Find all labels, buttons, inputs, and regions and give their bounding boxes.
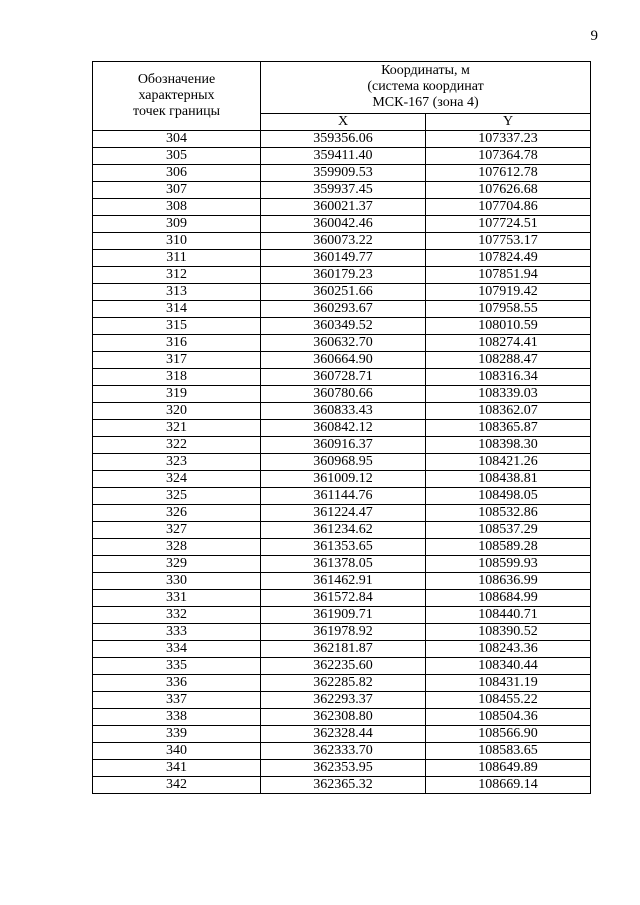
x-coordinate-cell: 360833.43 bbox=[261, 403, 426, 420]
y-coordinate-cell: 107704.86 bbox=[426, 199, 591, 216]
y-coordinate-cell: 108362.07 bbox=[426, 403, 591, 420]
point-number-cell: 330 bbox=[93, 573, 261, 590]
table-row bbox=[93, 471, 591, 488]
x-coordinate-cell: 360780.66 bbox=[261, 386, 426, 403]
header-coords-line: МСК-167 (зона 4) bbox=[372, 95, 479, 111]
table-header bbox=[93, 62, 591, 131]
table-row bbox=[93, 556, 591, 573]
table-row bbox=[93, 658, 591, 675]
x-coordinate-cell: 362333.70 bbox=[261, 743, 426, 760]
y-coordinate-cell: 108398.30 bbox=[426, 437, 591, 454]
x-coordinate-cell: 362181.87 bbox=[261, 641, 426, 658]
point-number-cell: 321 bbox=[93, 420, 261, 437]
table-row bbox=[93, 743, 591, 760]
x-coordinate-cell: 360842.12 bbox=[261, 420, 426, 437]
header-coords-line: (система координат bbox=[367, 79, 484, 95]
point-number-cell: 326 bbox=[93, 505, 261, 522]
y-coordinate-cell: 108440.71 bbox=[426, 607, 591, 624]
y-coordinate-cell: 108455.22 bbox=[426, 692, 591, 709]
y-coordinate-cell: 108537.29 bbox=[426, 522, 591, 539]
point-number-cell: 306 bbox=[93, 165, 261, 182]
point-number-cell: 339 bbox=[93, 726, 261, 743]
point-number-cell: 334 bbox=[93, 641, 261, 658]
point-number-cell: 341 bbox=[93, 760, 261, 777]
table-row bbox=[93, 250, 591, 267]
table-row bbox=[93, 420, 591, 437]
x-coordinate-cell: 359909.53 bbox=[261, 165, 426, 182]
x-coordinate-cell: 361144.76 bbox=[261, 488, 426, 505]
table-row bbox=[93, 573, 591, 590]
y-coordinate-cell: 108243.36 bbox=[426, 641, 591, 658]
point-number-cell: 331 bbox=[93, 590, 261, 607]
x-coordinate-cell: 360073.22 bbox=[261, 233, 426, 250]
table-row bbox=[93, 437, 591, 454]
x-coordinate-cell: 360916.37 bbox=[261, 437, 426, 454]
table-row bbox=[93, 352, 591, 369]
point-number-cell: 329 bbox=[93, 556, 261, 573]
y-coordinate-cell: 107851.94 bbox=[426, 267, 591, 284]
x-coordinate-cell: 361378.05 bbox=[261, 556, 426, 573]
x-coordinate-cell: 359411.40 bbox=[261, 148, 426, 165]
y-coordinate-cell: 108365.87 bbox=[426, 420, 591, 437]
table-row bbox=[93, 216, 591, 233]
point-number-cell: 304 bbox=[93, 131, 261, 148]
point-number-cell: 305 bbox=[93, 148, 261, 165]
table-row bbox=[93, 335, 591, 352]
table-row bbox=[93, 726, 591, 743]
table-row bbox=[93, 182, 591, 199]
y-coordinate-cell: 108684.99 bbox=[426, 590, 591, 607]
y-coordinate-cell: 108636.99 bbox=[426, 573, 591, 590]
table-row bbox=[93, 675, 591, 692]
point-number-cell: 319 bbox=[93, 386, 261, 403]
y-coordinate-cell: 108566.90 bbox=[426, 726, 591, 743]
x-coordinate-cell: 360728.71 bbox=[261, 369, 426, 386]
point-number-cell: 316 bbox=[93, 335, 261, 352]
y-coordinate-cell: 108421.26 bbox=[426, 454, 591, 471]
y-coordinate-cell: 108532.86 bbox=[426, 505, 591, 522]
point-number-cell: 322 bbox=[93, 437, 261, 454]
y-coordinate-cell: 107958.55 bbox=[426, 301, 591, 318]
x-coordinate-cell: 360349.52 bbox=[261, 318, 426, 335]
y-coordinate-cell: 108504.36 bbox=[426, 709, 591, 726]
y-coordinate-cell: 108010.59 bbox=[426, 318, 591, 335]
point-number-cell: 307 bbox=[93, 182, 261, 199]
header-y: Y bbox=[426, 113, 591, 130]
table-row bbox=[93, 403, 591, 420]
x-coordinate-cell: 360042.46 bbox=[261, 216, 426, 233]
y-coordinate-cell: 107724.51 bbox=[426, 216, 591, 233]
point-number-cell: 308 bbox=[93, 199, 261, 216]
y-coordinate-cell: 108649.89 bbox=[426, 760, 591, 777]
x-coordinate-cell: 360632.70 bbox=[261, 335, 426, 352]
x-coordinate-cell: 361234.62 bbox=[261, 522, 426, 539]
table-row bbox=[93, 386, 591, 403]
table-row bbox=[93, 267, 591, 284]
point-number-cell: 312 bbox=[93, 267, 261, 284]
header-point-line: Обозначение bbox=[137, 72, 216, 87]
y-coordinate-cell: 108288.47 bbox=[426, 352, 591, 369]
x-coordinate-cell: 361572.84 bbox=[261, 590, 426, 607]
table-row bbox=[93, 454, 591, 471]
x-coordinate-cell: 359356.06 bbox=[261, 131, 426, 148]
y-coordinate-cell: 107753.17 bbox=[426, 233, 591, 250]
x-coordinate-cell: 360293.67 bbox=[261, 301, 426, 318]
header-point-designation bbox=[93, 62, 261, 131]
y-coordinate-cell: 108669.14 bbox=[426, 777, 591, 794]
y-coordinate-cell: 107364.78 bbox=[426, 148, 591, 165]
x-coordinate-cell: 360664.90 bbox=[261, 352, 426, 369]
header-point-line: характерных bbox=[138, 88, 215, 103]
table-row bbox=[93, 624, 591, 641]
y-coordinate-cell: 108583.65 bbox=[426, 743, 591, 760]
point-number-cell: 337 bbox=[93, 692, 261, 709]
y-coordinate-cell: 107626.68 bbox=[426, 182, 591, 199]
table-row bbox=[93, 488, 591, 505]
x-coordinate-cell: 361009.12 bbox=[261, 471, 426, 488]
point-number-cell: 317 bbox=[93, 352, 261, 369]
point-number-cell: 342 bbox=[93, 777, 261, 794]
y-coordinate-cell: 107919.42 bbox=[426, 284, 591, 301]
y-coordinate-cell: 108316.34 bbox=[426, 369, 591, 386]
page-number: 9 bbox=[590, 28, 598, 44]
y-coordinate-cell: 108339.03 bbox=[426, 386, 591, 403]
table-row bbox=[93, 760, 591, 777]
y-coordinate-cell: 108599.93 bbox=[426, 556, 591, 573]
y-coordinate-cell: 107824.49 bbox=[426, 250, 591, 267]
table-body bbox=[93, 131, 591, 794]
table-row bbox=[93, 777, 591, 794]
point-number-cell: 333 bbox=[93, 624, 261, 641]
table-row bbox=[93, 233, 591, 250]
x-coordinate-cell: 361909.71 bbox=[261, 607, 426, 624]
x-coordinate-cell: 360968.95 bbox=[261, 454, 426, 471]
x-coordinate-cell: 362293.37 bbox=[261, 692, 426, 709]
point-number-cell: 323 bbox=[93, 454, 261, 471]
point-number-cell: 313 bbox=[93, 284, 261, 301]
y-coordinate-cell: 108438.81 bbox=[426, 471, 591, 488]
table-row bbox=[93, 301, 591, 318]
x-coordinate-cell: 362365.32 bbox=[261, 777, 426, 794]
y-coordinate-cell: 107612.78 bbox=[426, 165, 591, 182]
point-number-cell: 320 bbox=[93, 403, 261, 420]
table-row bbox=[93, 318, 591, 335]
table-row bbox=[93, 199, 591, 216]
x-coordinate-cell: 362308.80 bbox=[261, 709, 426, 726]
x-coordinate-cell: 362328.44 bbox=[261, 726, 426, 743]
table-row bbox=[93, 148, 591, 165]
y-coordinate-cell: 108431.19 bbox=[426, 675, 591, 692]
table-row bbox=[93, 369, 591, 386]
point-number-cell: 318 bbox=[93, 369, 261, 386]
point-number-cell: 324 bbox=[93, 471, 261, 488]
table-row bbox=[93, 131, 591, 148]
x-coordinate-cell: 362235.60 bbox=[261, 658, 426, 675]
x-coordinate-cell: 359937.45 bbox=[261, 182, 426, 199]
y-coordinate-cell: 108498.05 bbox=[426, 488, 591, 505]
point-number-cell: 332 bbox=[93, 607, 261, 624]
point-number-cell: 338 bbox=[93, 709, 261, 726]
x-coordinate-cell: 360021.37 bbox=[261, 199, 426, 216]
table-row bbox=[93, 522, 591, 539]
table-row bbox=[93, 590, 591, 607]
table-row bbox=[93, 692, 591, 709]
x-coordinate-cell: 361978.92 bbox=[261, 624, 426, 641]
table-row bbox=[93, 505, 591, 522]
y-coordinate-cell: 108390.52 bbox=[426, 624, 591, 641]
point-number-cell: 314 bbox=[93, 301, 261, 318]
x-coordinate-cell: 362285.82 bbox=[261, 675, 426, 692]
point-number-cell: 315 bbox=[93, 318, 261, 335]
point-number-cell: 327 bbox=[93, 522, 261, 539]
table-row bbox=[93, 284, 591, 301]
table-row bbox=[93, 539, 591, 556]
header-coordinates bbox=[261, 62, 591, 114]
x-coordinate-cell: 361353.65 bbox=[261, 539, 426, 556]
y-coordinate-cell: 108340.44 bbox=[426, 658, 591, 675]
point-number-cell: 336 bbox=[93, 675, 261, 692]
point-number-cell: 311 bbox=[93, 250, 261, 267]
point-number-cell: 309 bbox=[93, 216, 261, 233]
x-coordinate-cell: 361224.47 bbox=[261, 505, 426, 522]
point-number-cell: 328 bbox=[93, 539, 261, 556]
x-coordinate-cell: 361462.91 bbox=[261, 573, 426, 590]
y-coordinate-cell: 108589.28 bbox=[426, 539, 591, 556]
point-number-cell: 340 bbox=[93, 743, 261, 760]
coordinates-table bbox=[92, 61, 591, 794]
y-coordinate-cell: 108274.41 bbox=[426, 335, 591, 352]
table-row bbox=[93, 607, 591, 624]
y-coordinate-cell: 107337.23 bbox=[426, 131, 591, 148]
header-x: X bbox=[261, 113, 426, 130]
x-coordinate-cell: 360149.77 bbox=[261, 250, 426, 267]
point-number-cell: 325 bbox=[93, 488, 261, 505]
x-coordinate-cell: 360179.23 bbox=[261, 267, 426, 284]
table-row bbox=[93, 709, 591, 726]
header-point-line: точек границы bbox=[133, 104, 220, 119]
x-coordinate-cell: 362353.95 bbox=[261, 760, 426, 777]
x-coordinate-cell: 360251.66 bbox=[261, 284, 426, 301]
point-number-cell: 310 bbox=[93, 233, 261, 250]
point-number-cell: 335 bbox=[93, 658, 261, 675]
table-row bbox=[93, 641, 591, 658]
header-coords-line: Координаты, м bbox=[381, 63, 470, 79]
table-row bbox=[93, 165, 591, 182]
